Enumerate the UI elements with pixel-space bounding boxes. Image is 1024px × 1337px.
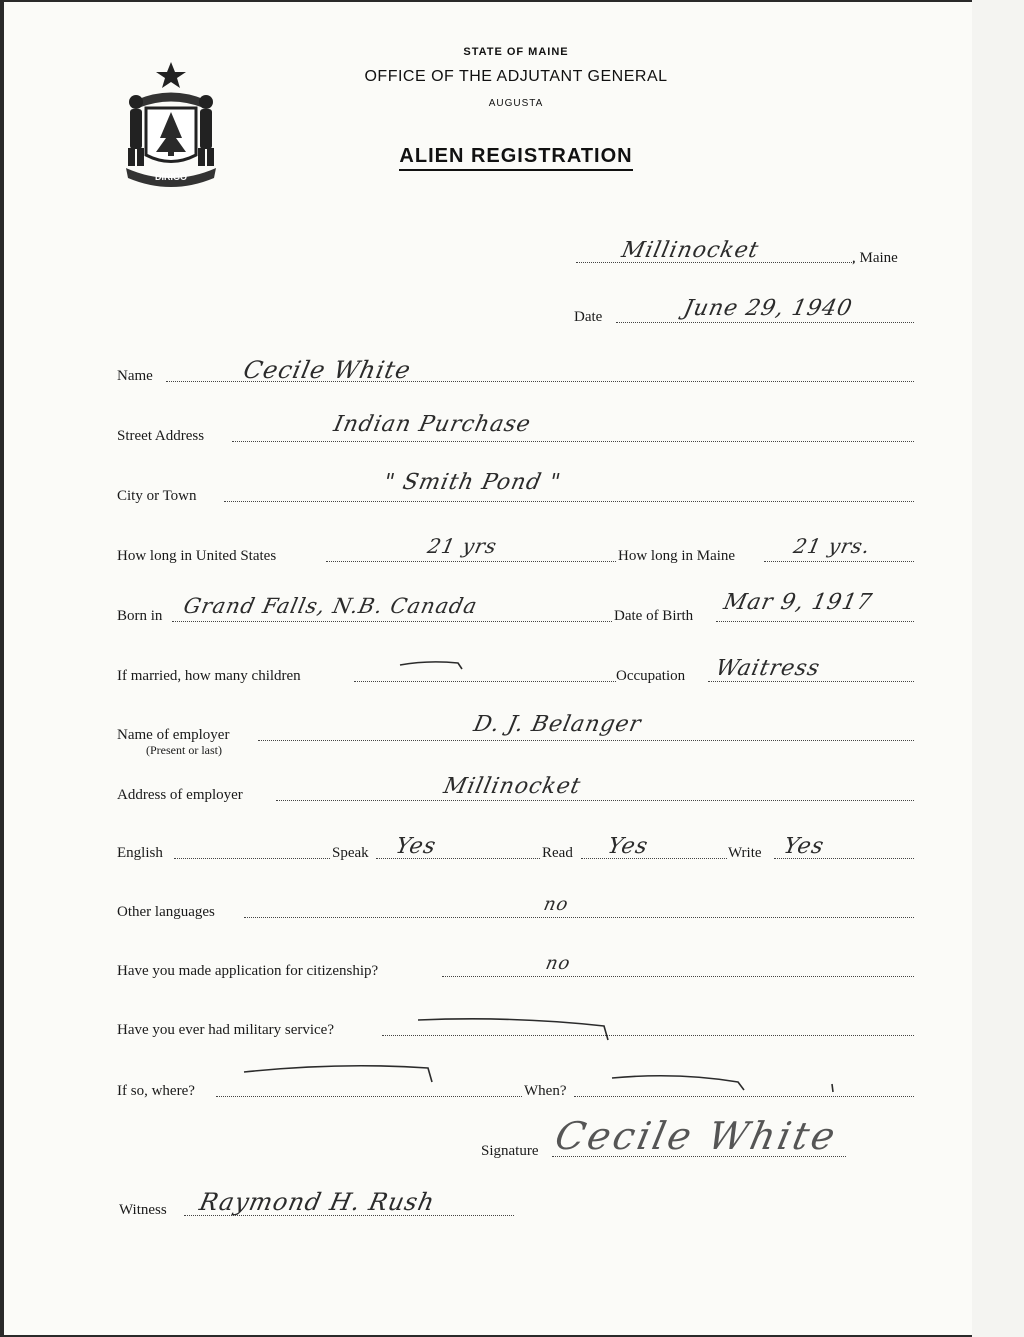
city-heading: AUGUSTA [488,98,544,109]
employer-sublabel: (Present or last) [146,743,222,757]
military-label: Have you ever had military service? [117,1022,334,1038]
citizenship-value: no [543,953,573,974]
date-label: Date [574,309,603,325]
read-value: Yes [605,834,651,859]
when-dash [608,1070,848,1096]
occupation-value: Waitress [713,656,823,681]
signature-value: Cecile White [551,1114,842,1158]
where-label: If so, where? [117,1083,195,1099]
signature-label: Signature [481,1143,539,1159]
write-label: Write [728,845,762,861]
city-value: " Smith Pond " [381,470,564,495]
occupation-label: Occupation [616,668,686,684]
place-value: Millinocket [619,238,762,263]
employer-value: D. J. Belanger [471,712,644,737]
scan-margin [972,0,1024,1337]
children-dash [398,658,468,672]
state-heading: STATE OF MAINE [463,46,569,58]
maine-years-value: 21 yrs. [791,534,873,558]
children-label: If married, how many children [117,668,301,684]
name-value: Cecile White [241,356,414,384]
office-heading: OFFICE OF THE ADJUTANT GENERAL [364,68,668,85]
dob-label: Date of Birth [614,608,694,624]
us-years-value: 21 yrs [425,534,500,558]
street-label: Street Address [117,428,205,444]
witness-label: Witness [119,1202,167,1218]
employer-address-value: Millinocket [441,774,584,799]
date-value: June 29, 1940 [681,296,855,321]
city-label: City or Town [117,488,197,504]
witness-value: Raymond H. Rush [197,1188,438,1216]
read-label: Read [542,845,573,861]
when-label: When? [524,1083,567,1099]
form-title: ALIEN REGISTRATION [4,145,1024,168]
where-dash [240,1060,440,1086]
seal-motto: DIRIGO [154,172,188,182]
english-label: English [117,845,163,861]
other-languages-label: Other languages [117,904,215,920]
write-value: Yes [781,834,827,859]
registration-form-page [4,2,972,1335]
us-years-label: How long in United States [117,548,277,564]
speak-label: Speak [332,845,369,861]
born-label: Born in [117,608,163,624]
speak-value: Yes [393,834,439,859]
employer-address-label: Address of employer [117,787,243,803]
military-dash [414,1012,614,1044]
citizenship-label: Have you made application for citizenship? [117,963,379,979]
other-languages-value: no [541,894,571,915]
name-label: Name [117,368,153,384]
dob-value: Mar 9, 1917 [721,590,875,615]
employer-label: Name of employer [117,727,230,743]
maine-years-label: How long in Maine [618,548,736,564]
born-value: Grand Falls, N.B. Canada [181,594,480,618]
street-value: Indian Purchase [331,412,534,437]
place-suffix: , Maine [852,250,898,266]
